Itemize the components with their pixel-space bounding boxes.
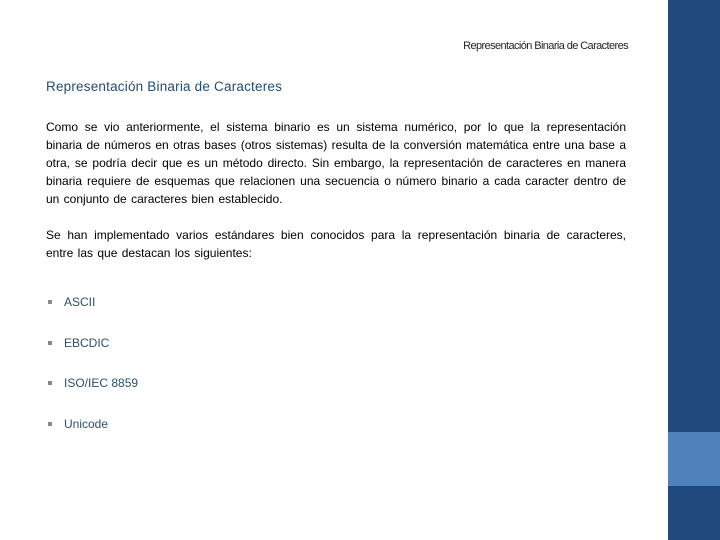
list-item	[46, 404, 138, 445]
list-item	[46, 282, 138, 323]
section-heading: Representación Binaria de Caracteres	[46, 79, 283, 94]
bullet-list	[46, 282, 138, 444]
bullet-icon	[48, 422, 52, 426]
bullet-icon	[48, 381, 52, 385]
bullet-icon	[48, 300, 52, 304]
paragraph-standards: Se han implementado varios estándares bien conocidos para la representación binaria de caracteres, entre las que destacan los siguientes:	[46, 228, 626, 260]
bullet-icon	[48, 341, 52, 345]
list-item	[46, 363, 138, 404]
list-item-label: ISO/IEC 8859	[64, 376, 139, 391]
list-item	[46, 323, 138, 364]
sidebar-accent-block	[668, 432, 720, 486]
paragraph-intro: Como se vio anteriormente, el sistema binario es un sistema numérico, por lo que la representación binaria de números en otras bases (otros sistemas) resulta de la conversión matemática entre una base a otra, se podría decir que es un método directo. Sin embargo, la representación de caracteres en manera binaria requiere de esquemas que relacionen una secuencia o número binario a cada caracter dentro de un conjunto de caracteres bien establecido.	[46, 120, 626, 206]
header-title: Representación Binaria de Caracteres	[463, 40, 628, 52]
list-item-label: Unicode	[64, 416, 109, 431]
list-item-label: EBCDIC	[64, 335, 110, 350]
list-item-label: ASCII	[64, 295, 96, 310]
